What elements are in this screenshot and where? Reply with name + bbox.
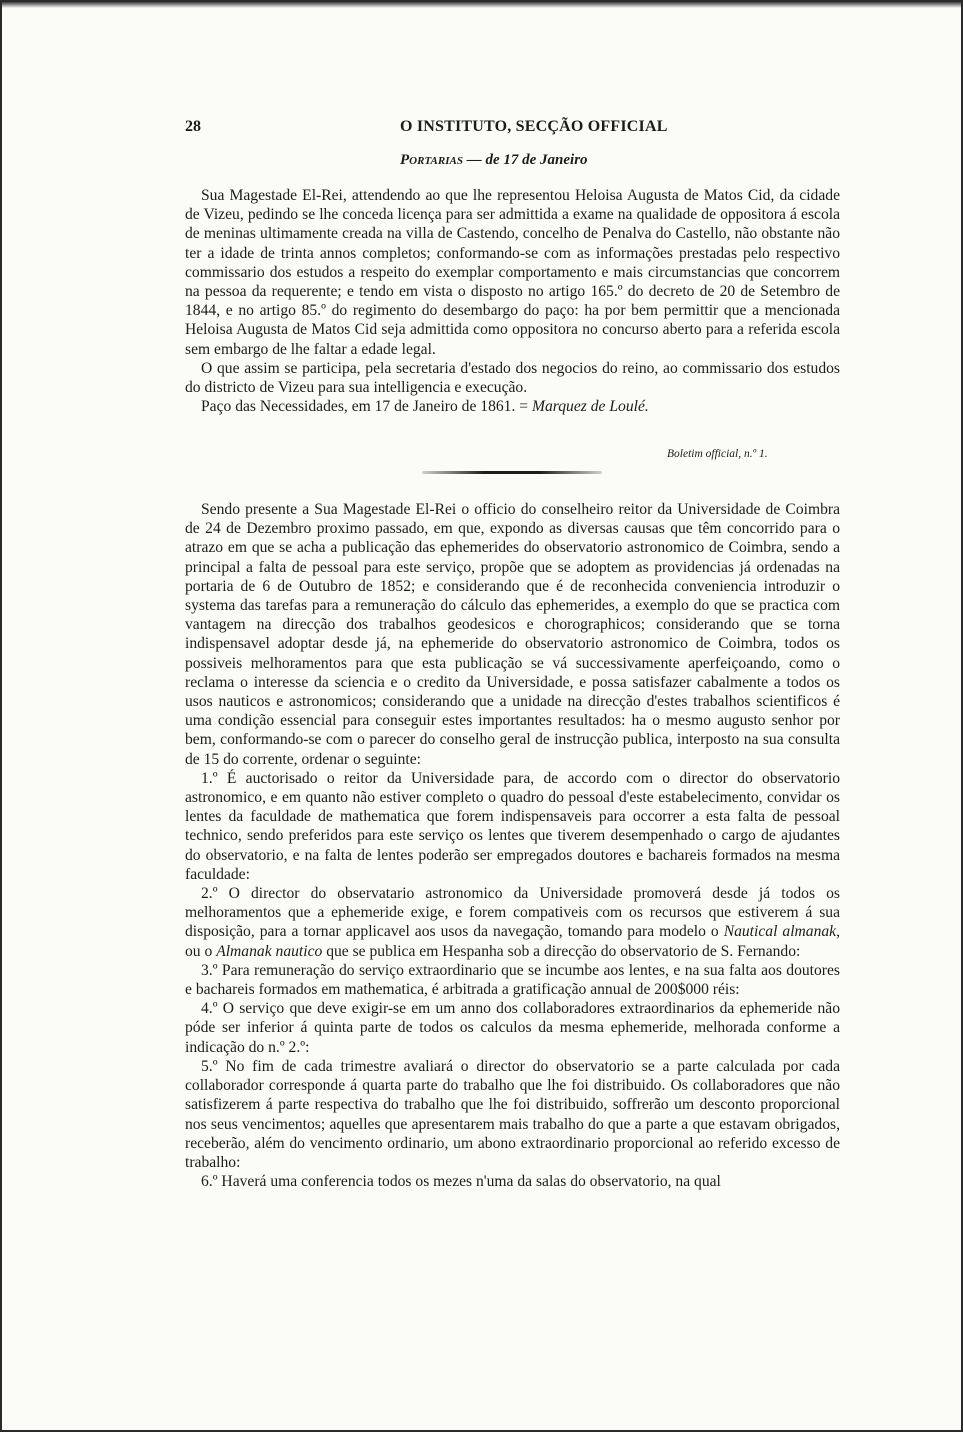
portaria-2-item-3: 3.º Para remuneração do serviço extraordinario que se incumbe aos lentes, e na sua falta aos doutores e bachareis formados em mathematica, é arbitrada a gratificação annual de 200$000 réis: (185, 961, 840, 999)
scan-edge (2, 2, 961, 8)
portaria-2-item-2 (185, 884, 840, 961)
page-header (185, 118, 823, 140)
item-2-text-a: 2.º O director do observatario astronomico da Universidade promoverá desde já todos os melhoramentos que a ephemeride exige, e forem compativeis com os recursos que estiverem á sua disposição, para a tornar applicavel aos usos da navegação, tomando para modelo o (185, 885, 840, 941)
portaria-1-paragraph-1: Sua Magestade El-Rei, attendendo ao que lhe representou Heloisa Augusta de Matos Cid, da cidade de Vizeu, pedindo se lhe conceda licença para ser admittida a exame na qualidade de oppositora á escola de meninas ultimamente creada na villa de Castendo, concelho de Penalva do Castello, não obstante não ter a idade de trinta annos completos; conformando-se com as informações prestadas pelo respectivo commissario dos estudos a respeito do exemplar comportamento e mais circumstancias que concorrem na pessoa da requerente; e tendo em vista o disposto no artigo 165.º do decreto de 20 de Setembro de 1844, e no artigo 85.º do regimento do desembargo do paço: ha por bem permittir que a mencionada Heloisa Augusta de Matos Cid seja admittida como oppositora no concurso aberto para a referida escola sem embargo de lhe faltar a edade legal. (185, 187, 840, 358)
section-divider-rule (422, 471, 602, 474)
portaria-2-item-5: 5.º No fim de cada trimestre avaliará o director do observatorio se a parte calculada por cada collaborador corresponde á quarta parte do trabalho que lhe foi distribuido. Os collaboradores que não satisfizerem á parte respectiva do trabalho que lhe foi distribuido, soffrerão um desconto proporcional nos seus vencimentos; aquelles que apresentarem mais trabalho do que a parte a que estavam obrigados, receberão, além do vencimento ordinario, um abono extraordinario proporcional ao referido excesso de trabalho: (185, 1057, 840, 1171)
portaria-2 (185, 500, 840, 1191)
item-2-title-nautical-almanak: Nautical almanak (723, 923, 837, 941)
page-number: 28 (185, 118, 201, 135)
section-heading (400, 152, 588, 169)
portaria-2-intro: Sendo presente a Sua Magestade El-Rei o officio do conselheiro reitor da Universidade de Coimbra de 24 de Dezembro proximo passado, em que, expondo as diversas causas que têm concorrido para o atrazo em que se acha a publicação das ephemerides do observatorio astronomico de Coimbra, sendo a principal a falta de pessoal para este serviço, propõe que se adoptem as providencias já ordenadas na portaria de 6 de Outubro de 1852; e considerando que é de reconhecida conveniencia introduzir o systema das tarefas para a remuneração do cálculo das ephemerides, a exemplo do que se practica com vantagem na direcção dos trabalhos geodesicos e chorographicos; considerando que se torna indispensavel adoptar desde já, na ephemeride do observatorio astronomico de Coimbra, todos os possiveis melhoramentos para que esta publicação se vá successivamente aperfeiçoando, como o reclama o interesse da sciencia e o credito da Universidade, e possa satisfazer cabalmente a todos os usos nauticos e astronomicos; considerando que a unidade na direcção d'estes trabalhos scientificos é uma condição essencial para conseguir estes importantes resultados: ha o mesmo augusto senhor por bem, conformando-se com o parecer do conselho geral de instrucção publica, interposto na sua consulta de 15 do corrente, ordenar o seguinte: (185, 501, 840, 768)
portaria-2-item-4: 4.º O serviço que deve exigir-se em um anno dos collaboradores extraordinarios da ephemeride não póde ser inferior á quinta parte de todos os calculos da mesma ephemeride, melhorada conforme a indicação do n.º 2.º: (185, 1000, 840, 1056)
portaria-2-item-6: 6.º Haverá uma conferencia todos os mezes n'uma da salas do observatorio, na qual (201, 1173, 721, 1191)
portaria-1-date-line (185, 397, 840, 416)
portaria-1-paragraph-2: O que assim se participa, pela secretaria d'estado dos negocios do reino, ao commissario dos estudos do districto de Vizeu para sua intelligencia e execução. (185, 359, 840, 397)
date-line-text: Paço das Necessidades, em 17 de Janeiro de 1861. = (201, 398, 532, 416)
section-heading-date: — de 17 de Janeiro (462, 152, 588, 168)
section-heading-label: Portarias (400, 152, 463, 168)
portaria-2-item-1: 1.º É auctorisado o reitor da Universidade para, de accordo com o director do observatorio astronomico, e em quanto não estiver completo o quadro do pessoal d'este estabelecimento, convidar os lentes da faculdade de mathematica que forem indispensaveis para occorrer a esta falta de pessoal technico, sendo preferidos para este serviço os lentes que tiverem desempenhado o cargo de ajudantes do observatorio, e na falta de lentes poderão ser empregados doutores e bachareis formados na mesma faculdade: (185, 769, 840, 883)
running-title: O INSTITUTO, SECÇÃO OFFICIAL (400, 118, 668, 135)
source-reference: Boletim official, n.º 1. (667, 448, 768, 460)
signature: Marquez de Loulé. (531, 398, 649, 416)
item-2-text-c: que se publica em Hespanha sob a direcção do observatorio de S. Fernando: (322, 942, 801, 960)
item-2-text-b: , ou o (185, 923, 841, 960)
portaria-1 (185, 186, 840, 416)
item-2-title-almanak-nautico: Almanak nautico (216, 942, 323, 960)
